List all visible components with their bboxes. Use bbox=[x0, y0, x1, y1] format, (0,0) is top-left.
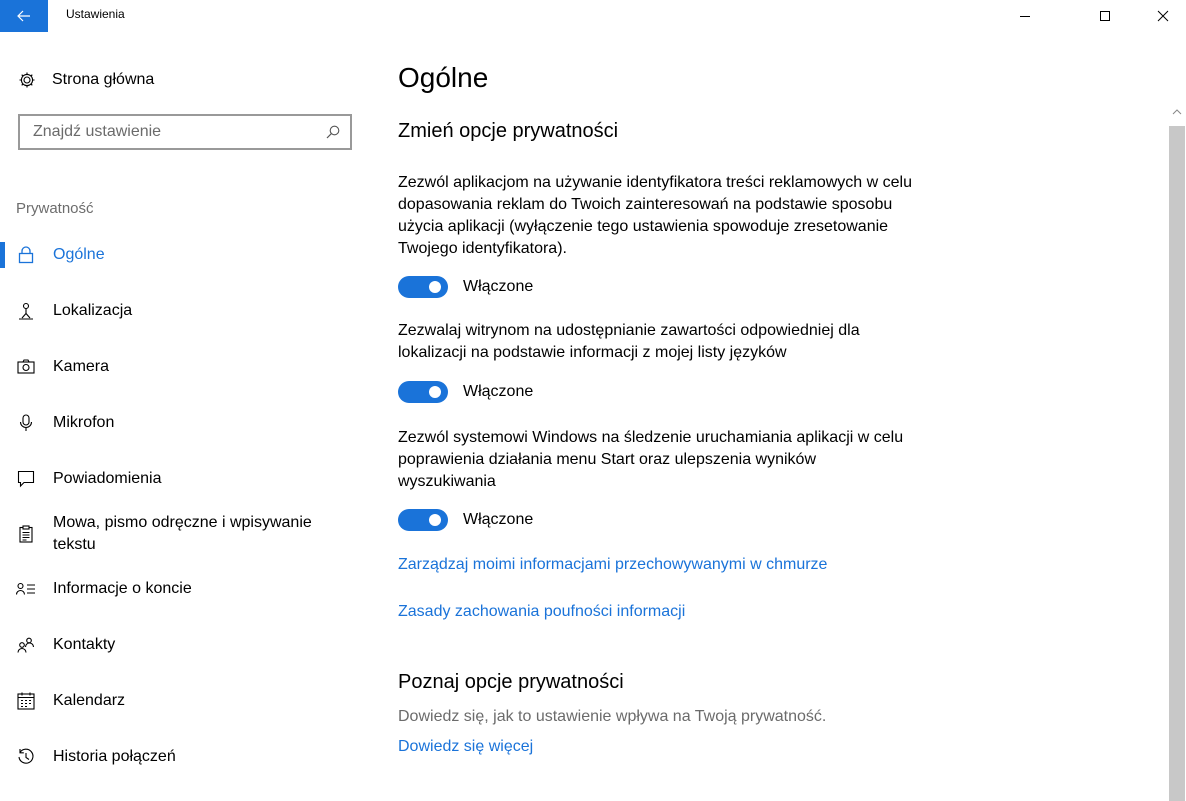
setting-description-languages: Zezwalaj witrynom na udostępnianie zawartości odpowiedniej dla lokalizacji na podstawie informacji z mojej listy języków bbox=[398, 322, 860, 361]
toggle-knob bbox=[429, 281, 441, 293]
search-icon[interactable] bbox=[326, 125, 340, 139]
toggle-switch[interactable] bbox=[398, 509, 448, 531]
scrollbar[interactable] bbox=[1168, 100, 1186, 801]
toggle-knob bbox=[429, 386, 441, 398]
sidebar-item-calendar[interactable] bbox=[0, 688, 370, 714]
history-icon bbox=[16, 747, 36, 767]
toggle-languages[interactable] bbox=[398, 381, 533, 403]
link-learn-more[interactable]: Dowiedz się więcej bbox=[398, 738, 534, 755]
gear-icon bbox=[18, 71, 36, 89]
scroll-thumb[interactable] bbox=[1169, 126, 1185, 801]
window-title: Ustawienia bbox=[66, 7, 125, 21]
sidebar-item-label: Informacje o koncie bbox=[53, 580, 192, 597]
location-icon bbox=[16, 301, 36, 321]
section-label-privacy: Prywatność bbox=[16, 200, 94, 217]
active-indicator bbox=[0, 242, 5, 268]
back-arrow-icon bbox=[17, 10, 31, 22]
learn-privacy-text: Dowiedz się, jak to ustawienie wpływa na Twoją prywatność. bbox=[398, 708, 827, 725]
sidebar-item-label: Kalendarz bbox=[53, 692, 126, 709]
lock-icon bbox=[16, 245, 36, 265]
close-button[interactable] bbox=[1140, 0, 1186, 32]
microphone-icon bbox=[16, 413, 36, 433]
link-cloud-info[interactable]: Zarządzaj moimi informacjami przechowywanymi w chmurze bbox=[398, 556, 828, 573]
sidebar-item-label: Mowa, pismo odręczne i wpisywanie tekstu bbox=[53, 514, 312, 553]
toggle-label: Włączone bbox=[463, 278, 534, 295]
back-button[interactable] bbox=[0, 0, 48, 32]
toggle-app-tracking[interactable] bbox=[398, 509, 533, 531]
sidebar-item-label: Ogólne bbox=[53, 246, 105, 263]
link-privacy-policy[interactable]: Zasady zachowania poufności informacji bbox=[398, 603, 686, 620]
setting-description-app-tracking: Zezwól systemowi Windows na śledzenie uruchamiania aplikacji w celu poprawienia działania menu Start oraz ulepszenia wyników wyszukiwania bbox=[398, 429, 904, 490]
sidebar-item-notifications[interactable] bbox=[0, 466, 370, 492]
sidebar-item-camera[interactable] bbox=[0, 354, 370, 380]
setting-description-ads: Zezwól aplikacjom na używanie identyfikatora treści reklamowych w celu dopasowania reklam do Twoich zainteresowań na podstawie sposobu użycia aplikacji (wyłączenie tego ustawienia spowoduje zresetowanie Twojego identyfikatora). bbox=[398, 174, 912, 257]
title-bar bbox=[0, 0, 1186, 32]
home-link[interactable] bbox=[18, 70, 154, 90]
calendar-icon bbox=[16, 691, 36, 711]
toggle-switch[interactable] bbox=[398, 276, 448, 298]
notification-icon bbox=[16, 469, 36, 489]
section-title-learn-privacy: Poznaj opcje prywatności bbox=[398, 671, 624, 693]
minimize-button[interactable] bbox=[1002, 0, 1048, 32]
toggle-ads[interactable] bbox=[398, 276, 533, 298]
sidebar-item-general[interactable] bbox=[0, 242, 370, 268]
toggle-label: Włączone bbox=[463, 383, 534, 400]
home-label: Strona główna bbox=[52, 71, 155, 88]
sidebar-item-label: Lokalizacja bbox=[53, 302, 133, 319]
sidebar-item-call-history[interactable] bbox=[0, 744, 370, 770]
sidebar-item-label: Mikrofon bbox=[53, 414, 115, 431]
contacts-icon bbox=[16, 635, 36, 655]
page-title: Ogólne bbox=[398, 62, 489, 93]
maximize-icon bbox=[1099, 10, 1111, 22]
scroll-up-button[interactable] bbox=[1168, 100, 1186, 124]
sidebar-item-contacts[interactable] bbox=[0, 632, 370, 658]
toggle-label: Włączone bbox=[463, 511, 534, 528]
sidebar bbox=[0, 32, 370, 801]
maximize-button[interactable] bbox=[1082, 0, 1128, 32]
sidebar-item-label: Kamera bbox=[53, 358, 110, 375]
toggle-knob bbox=[429, 514, 441, 526]
sidebar-item-label: Powiadomienia bbox=[53, 470, 162, 487]
sidebar-item-speech[interactable] bbox=[0, 512, 370, 556]
clipboard-icon bbox=[16, 524, 36, 544]
section-title-change-privacy: Zmień opcje prywatności bbox=[398, 120, 619, 142]
minimize-icon bbox=[1019, 10, 1031, 22]
camera-icon bbox=[16, 357, 36, 377]
toggle-switch[interactable] bbox=[398, 381, 448, 403]
chevron-up-icon bbox=[1172, 109, 1182, 115]
sidebar-item-location[interactable] bbox=[0, 298, 370, 324]
sidebar-item-label: Historia połączeń bbox=[53, 748, 176, 765]
close-icon bbox=[1157, 10, 1169, 22]
search-box[interactable] bbox=[18, 114, 352, 150]
sidebar-item-label: Kontakty bbox=[53, 636, 116, 653]
sidebar-item-microphone[interactable] bbox=[0, 410, 370, 436]
sidebar-item-account-info[interactable] bbox=[0, 576, 370, 602]
search-input[interactable]: Znajdź ustawienie bbox=[33, 123, 162, 140]
account-info-icon bbox=[16, 579, 36, 599]
